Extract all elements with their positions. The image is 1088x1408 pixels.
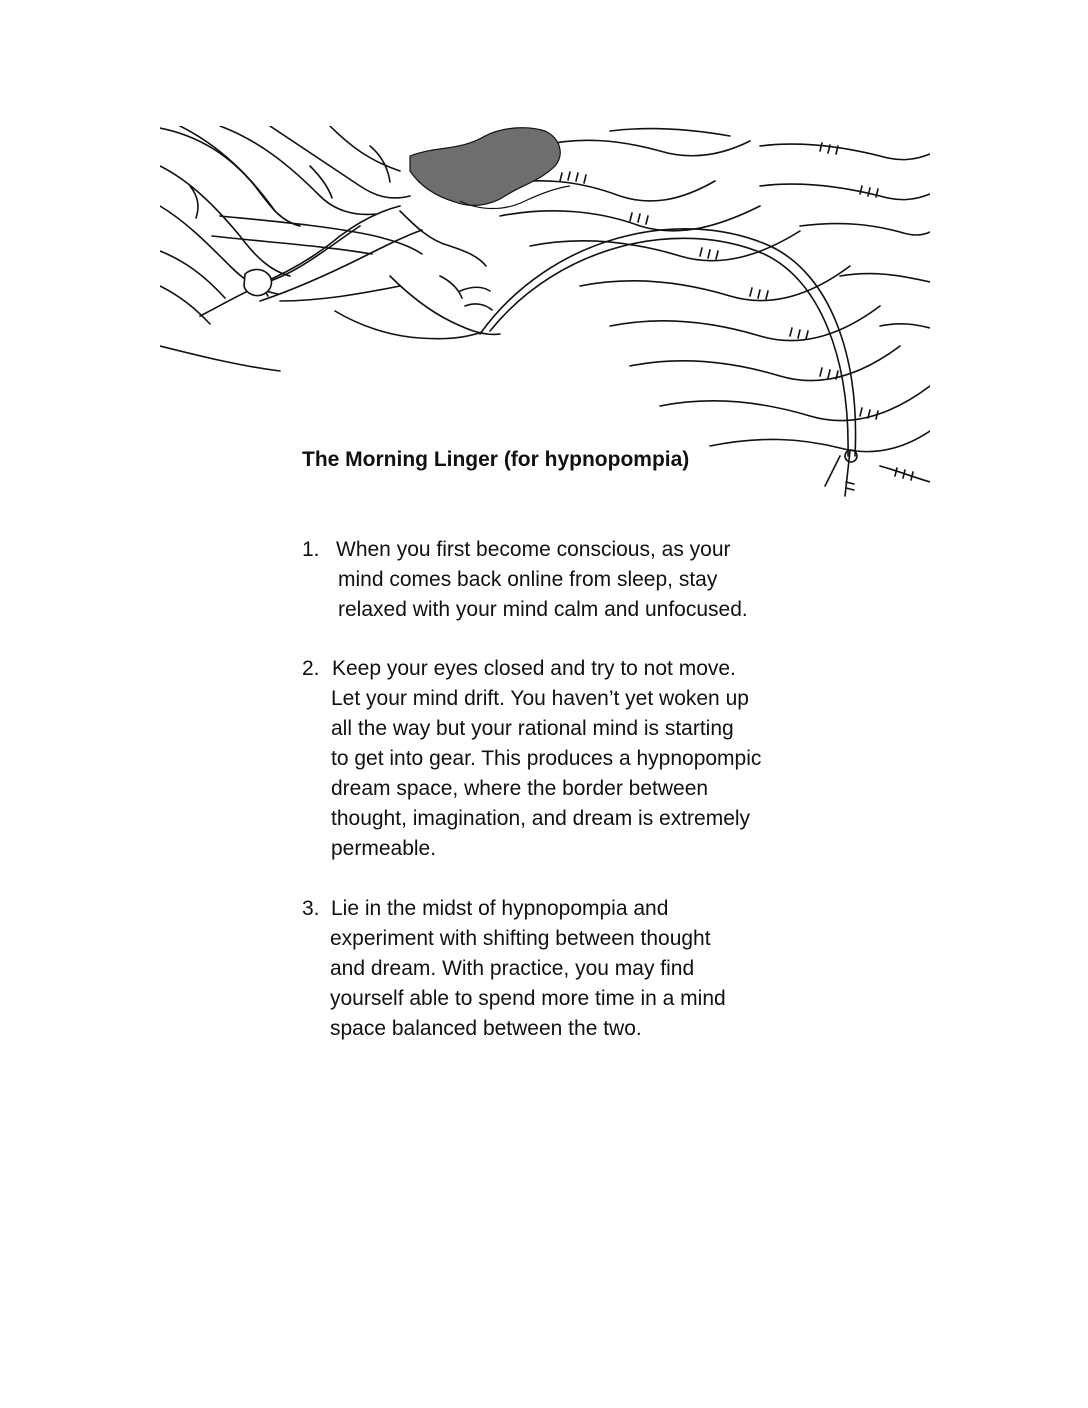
step-text-line: When you first become conscious, as your <box>336 538 731 561</box>
step-text-line: permeable. <box>331 837 437 860</box>
step-text-line: dream space, where the border between <box>331 777 709 800</box>
step-text-line: experiment with shifting between thought <box>330 927 711 950</box>
step-text-line: Keep your eyes closed and try to not move. <box>332 657 736 680</box>
step-number: 3. <box>302 897 320 920</box>
step-text-line: Let your mind drift. You haven’t yet woken up <box>331 687 749 710</box>
step-text-line: relaxed with your mind calm and unfocused. <box>338 598 748 621</box>
header-illustration <box>160 126 930 498</box>
list-item <box>302 654 761 864</box>
step-text-line: yourself able to spend more time in a mind <box>330 987 726 1010</box>
step-text-line: mind comes back online from sleep, stay <box>338 568 718 591</box>
sleeping-figure-icon <box>160 126 930 498</box>
list-item <box>302 535 748 625</box>
step-text-line: and dream. With practice, you may find <box>330 957 695 980</box>
step-text-line: thought, imagination, and dream is extremely <box>331 807 751 830</box>
step-text-line: Lie in the midst of hypnopompia and <box>331 897 669 920</box>
step-number: 2. <box>302 657 320 680</box>
step-text-line: space balanced between the two. <box>330 1017 642 1040</box>
step-text-line: all the way but your rational mind is starting <box>331 717 734 740</box>
step-number: 1. <box>302 538 320 561</box>
page-title: The Morning Linger (for hypnopompia) <box>302 448 690 471</box>
list-item <box>302 894 726 1044</box>
step-text-line: to get into gear. This produces a hypnopompic <box>331 747 762 770</box>
